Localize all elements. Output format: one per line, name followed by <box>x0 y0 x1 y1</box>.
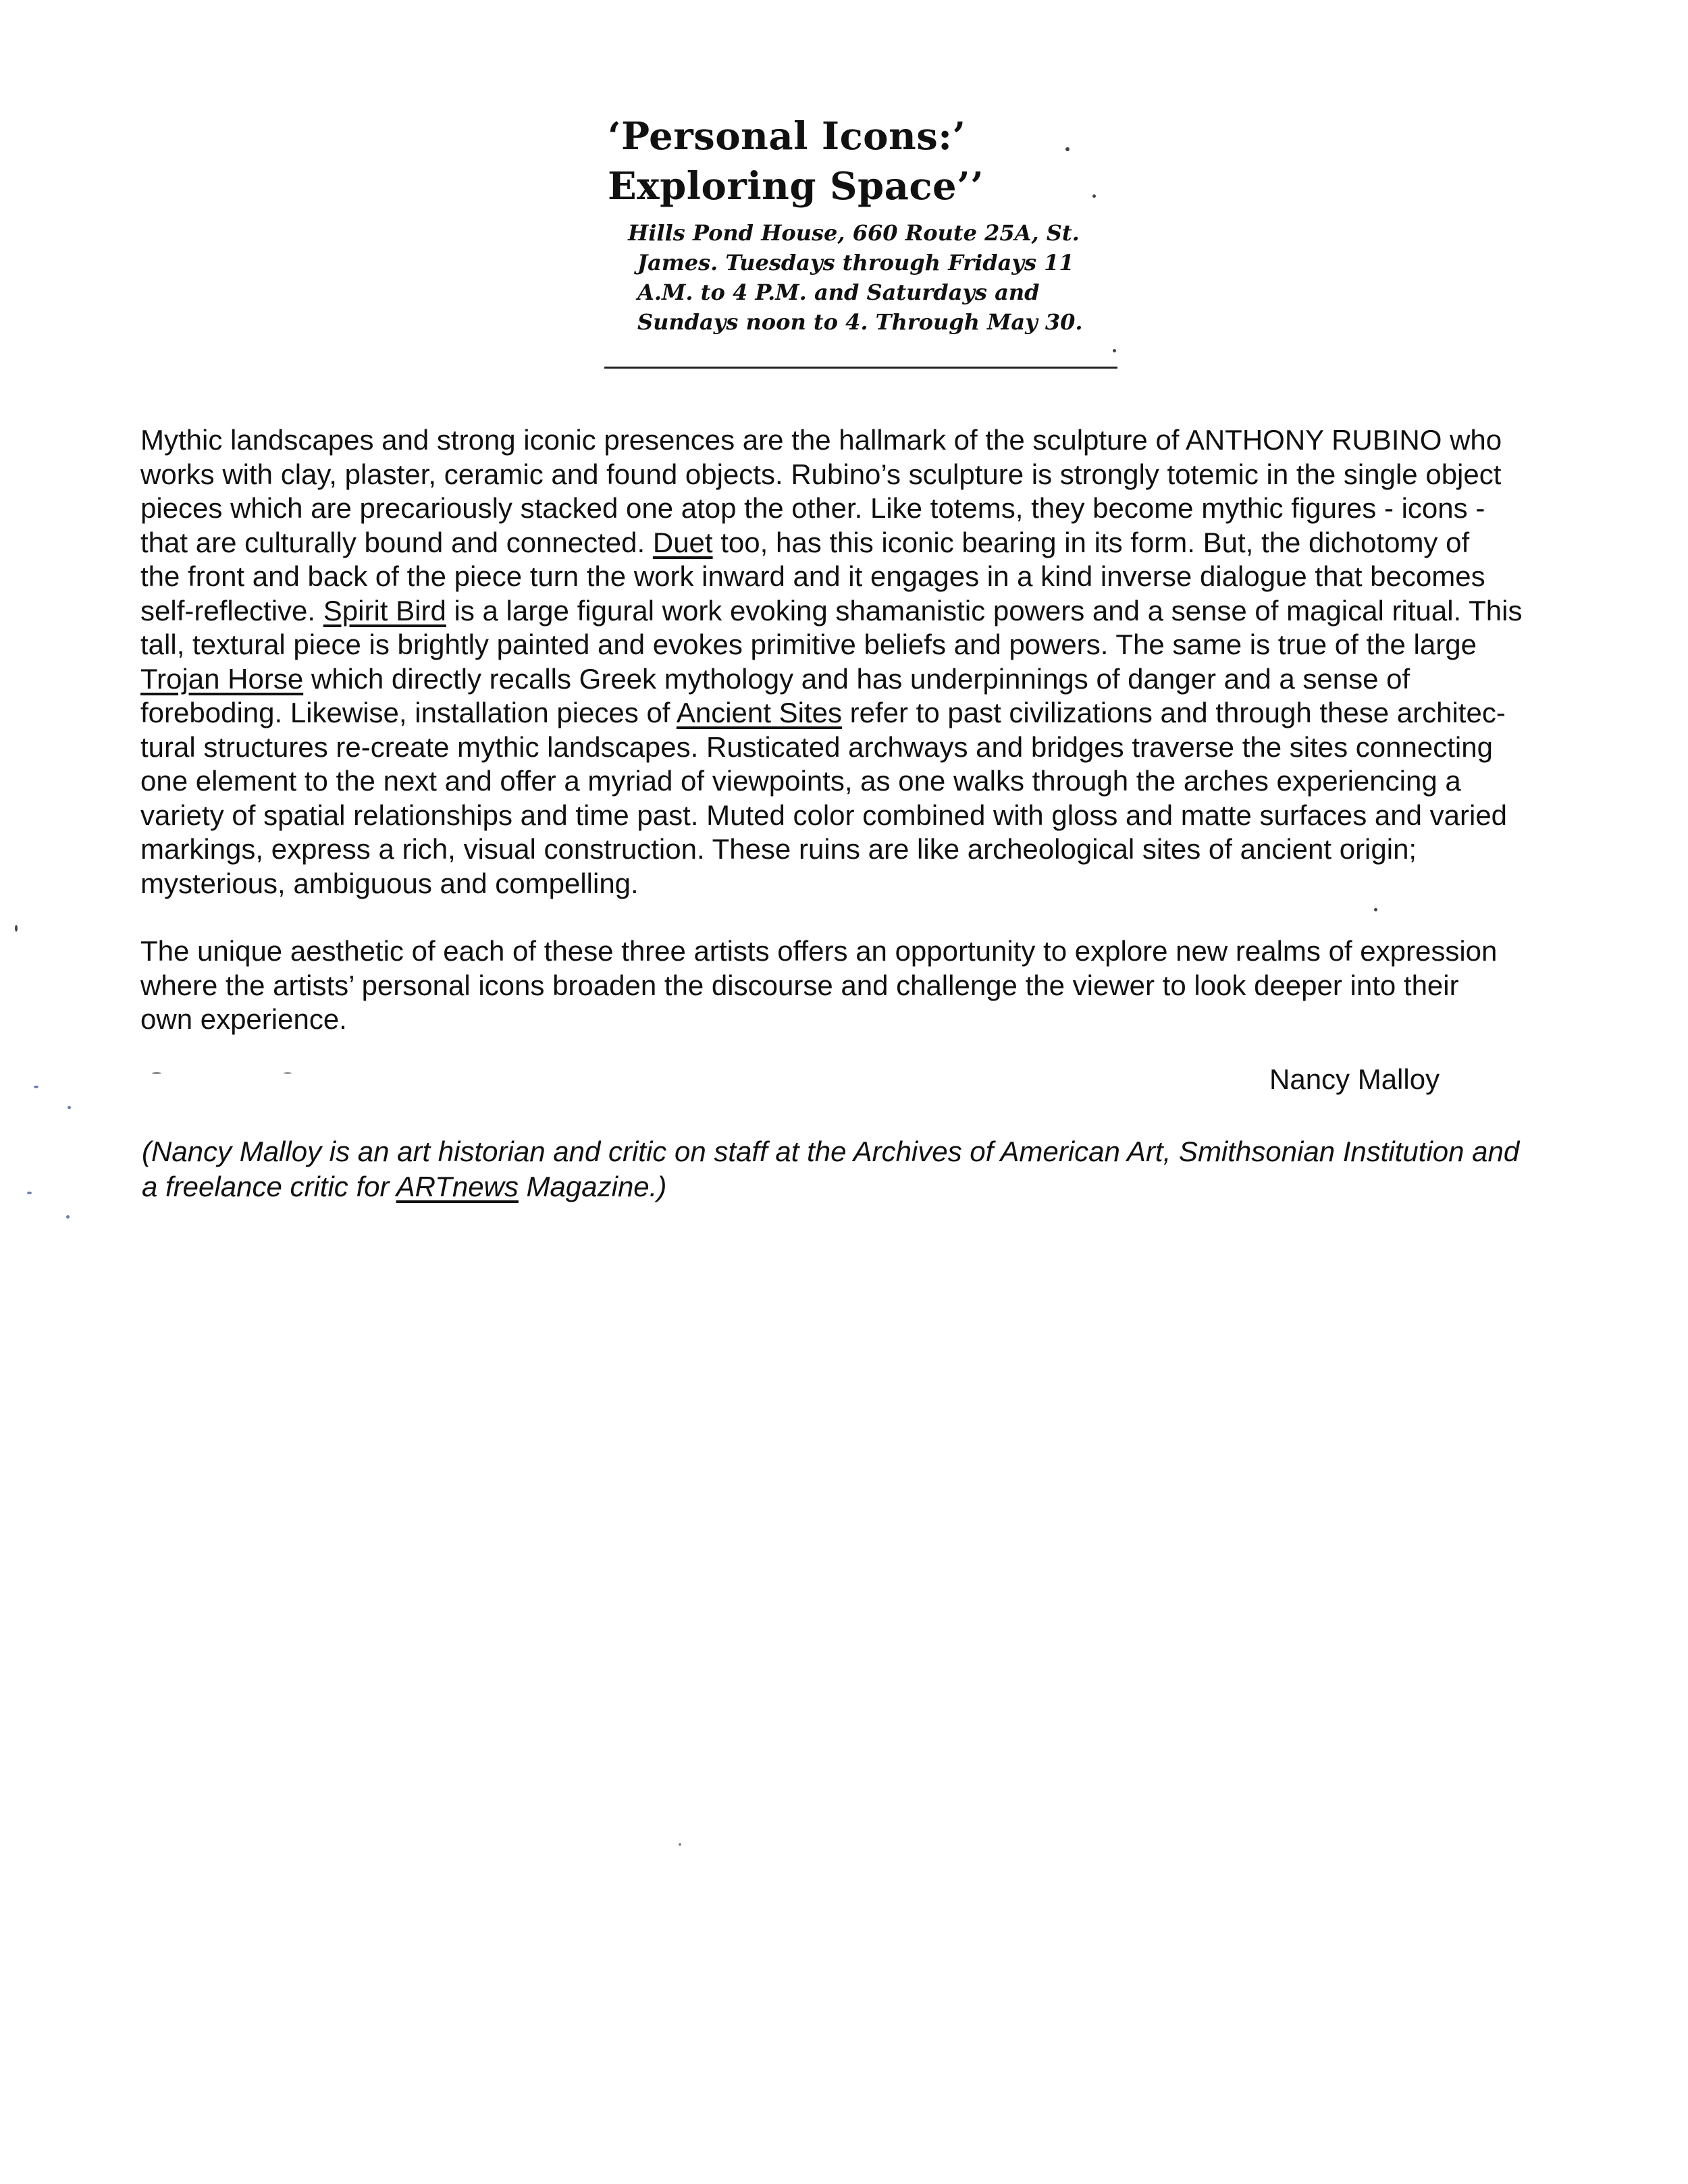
author-bio <box>142 1134 1674 1204</box>
scan-speck <box>15 925 18 932</box>
text-line: markings, express a rich, visual construction. These ruins are like archeological sites of ancient origin; <box>140 833 1417 865</box>
text-segment: Magazine.) <box>518 1171 667 1202</box>
paragraph-gap <box>140 901 1673 934</box>
scan-speck <box>1113 349 1116 352</box>
scan-speck <box>1092 194 1096 198</box>
clipping-title-line: Exploring Space’’ <box>608 164 984 209</box>
text-line <box>140 662 1673 697</box>
artwork-title-ancient-sites: Ancient Sites <box>676 697 842 728</box>
artwork-title-duet: Duet <box>652 526 713 558</box>
text-segment: is a large figural work evoking shamanistic powers and a sense of magical ritual. This <box>446 594 1523 627</box>
scan-speck <box>66 1215 70 1219</box>
text-line: pieces which are precariously stacked one atop the other. Like totems, they become mythic figures - icons - <box>140 492 1485 524</box>
scan-speck <box>1065 147 1070 151</box>
clipping-divider <box>604 367 1117 369</box>
text-line: one element to the next and offer a myriad of viewpoints, as one walks through the arches experiencing a <box>140 765 1461 797</box>
bio-line: (Nancy Malloy is an art historian and critic on staff at the Archives of American Art, Smithsonian Institution and <box>142 1136 1520 1167</box>
text-segment: too, has this iconic bearing in its form. But, the dichotomy of <box>712 526 1470 558</box>
text-line <box>140 696 1673 730</box>
text-segment: which directly recalls Greek mythology and has underpinnings of danger and a sense of <box>303 662 1410 695</box>
scan-speck <box>679 1843 681 1846</box>
artwork-title-trojan-horse: Trojan Horse <box>140 662 304 695</box>
clipping-detail-line: James. Tuesdays through Fridays 11 <box>637 250 1074 275</box>
clipping-detail-line: A.M. to 4 P.M. and Saturdays and <box>637 279 1040 305</box>
text-line: Mythic landscapes and strong iconic presences are the hallmark of the sculpture of ANTHONY RUBINO who <box>140 424 1502 456</box>
text-line: tall, textural piece is brightly painted and evokes primitive beliefs and powers. The same is true of the large <box>140 629 1477 660</box>
scan-speck <box>68 1106 71 1109</box>
exhibition-clipping <box>608 111 1128 337</box>
article-body <box>140 423 1673 1037</box>
clipping-detail-line: Sundays noon to 4. Through May 30. <box>637 309 1083 335</box>
paragraph-conclusion <box>140 934 1673 1037</box>
text-segment: self-reflective. <box>140 594 323 627</box>
clipping-details <box>608 218 1128 337</box>
text-line: variety of spatial relationships and time past. Muted color combined with gloss and matte surfaces and varied <box>140 799 1508 831</box>
artwork-title-spirit-bird: Spirit Bird <box>323 594 446 627</box>
scan-speck <box>284 1072 292 1074</box>
publication-title-artnews: ARTnews <box>396 1171 519 1202</box>
scan-speck <box>27 1192 32 1194</box>
bio-line <box>142 1169 1674 1204</box>
paragraph-rubino <box>140 423 1673 901</box>
clipping-title-line: ‘Personal Icons:’ <box>608 114 966 159</box>
text-segment: foreboding. Likewise, installation pieces of <box>140 697 677 728</box>
text-line: The unique aesthetic of each of these three artists offers an opportunity to explore new realms of expression <box>140 935 1498 967</box>
scan-speck <box>152 1072 161 1074</box>
scan-speck <box>34 1086 38 1088</box>
text-line: where the artists’ personal icons broaden the discourse and challenge the viewer to look deeper into their <box>140 969 1459 1001</box>
text-line <box>140 594 1673 629</box>
text-line: mysterious, ambiguous and compelling. <box>140 867 639 899</box>
text-line: own experience. <box>140 1003 347 1035</box>
text-segment: that are culturally bound and connected. <box>140 526 653 558</box>
clipping-detail-line: Hills Pond House, 660 Route 25A, St. <box>628 220 1080 246</box>
text-segment: refer to past civilizations and through these architec- <box>841 697 1506 728</box>
clipping-title <box>608 111 1128 211</box>
text-line <box>140 526 1673 560</box>
text-line: works with clay, plaster, ceramic and found objects. Rubino’s sculpture is strongly totemic in the single object <box>140 458 1502 490</box>
text-segment: a freelance critic for <box>142 1171 396 1202</box>
scan-speck <box>1374 908 1377 911</box>
text-line: tural structures re-create mythic landscapes. Rusticated archways and bridges traverse the sites connecting <box>140 730 1493 763</box>
author-signature: Nancy Malloy <box>1269 1063 1440 1095</box>
text-line: the front and back of the piece turn the work inward and it engages in a kind inverse dialogue that becomes <box>140 560 1485 592</box>
